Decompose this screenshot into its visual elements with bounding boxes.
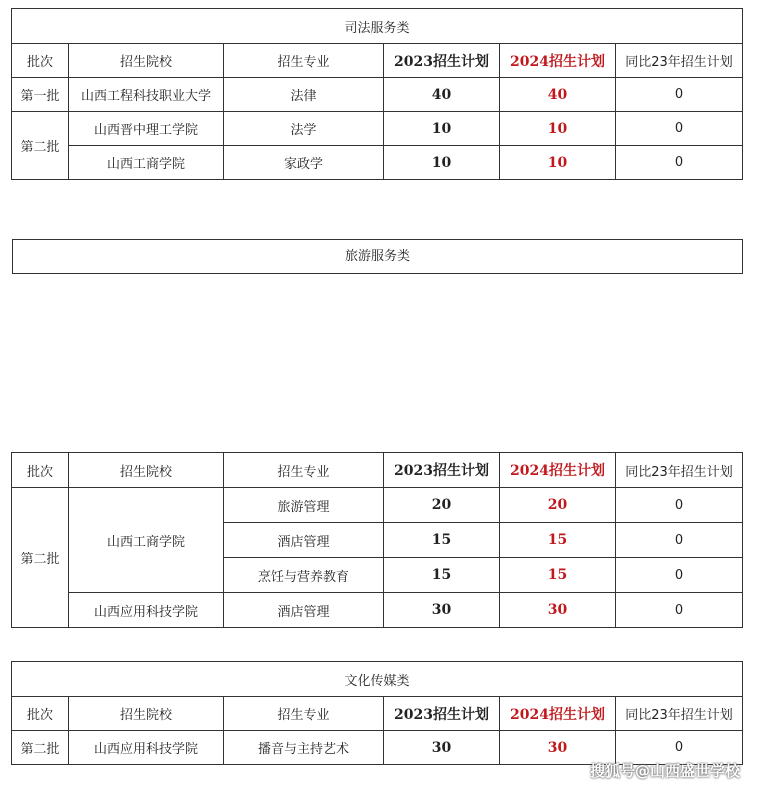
school-cell: 山西应用科技学院 [69, 731, 224, 765]
plan-2024-cell: 40 [500, 78, 616, 112]
header-2023: 2023招生计划 [384, 453, 500, 488]
plan-2024-cell: 20 [500, 488, 616, 523]
plan-2024-cell: 30 [500, 731, 616, 765]
header-major: 招生专业 [224, 697, 384, 731]
plan-2023-cell: 30 [384, 593, 500, 628]
plan-2023-cell: 40 [384, 78, 500, 112]
batch-cell: 第二批 [12, 488, 69, 628]
plan-2024-cell: 10 [500, 112, 616, 146]
major-cell: 法律 [224, 78, 384, 112]
major-cell: 旅游管理 [224, 488, 384, 523]
plan-2024-cell: 15 [500, 523, 616, 558]
school-cell: 山西工程科技职业大学 [69, 78, 224, 112]
batch-cell: 第一批 [12, 78, 69, 112]
major-cell: 法学 [224, 112, 384, 146]
watermark-text: 搜狐号@山西盛世学校 [590, 762, 741, 780]
header-row [12, 453, 743, 488]
table-row [12, 146, 743, 180]
sifa-table [11, 8, 743, 180]
header-school: 招生院校 [69, 453, 224, 488]
header-2024: 2024招生计划 [500, 44, 616, 78]
header-diff: 同比23年招生计划 [616, 697, 743, 731]
header-school: 招生院校 [69, 44, 224, 78]
header-2024: 2024招生计划 [500, 453, 616, 488]
plan-2024-cell: 15 [500, 558, 616, 593]
plan-2023-cell: 20 [384, 488, 500, 523]
diff-cell: 0 [616, 523, 743, 558]
table-row [12, 78, 743, 112]
major-cell: 播音与主持艺术 [224, 731, 384, 765]
header-2023: 2023招生计划 [384, 44, 500, 78]
header-batch: 批次 [12, 453, 69, 488]
diff-cell: 0 [616, 112, 743, 146]
diff-cell: 0 [616, 558, 743, 593]
major-cell: 烹饪与营养教育 [224, 558, 384, 593]
header-major: 招生专业 [224, 453, 384, 488]
lvyou-table [11, 452, 743, 628]
major-cell: 家政学 [224, 146, 384, 180]
diff-cell: 0 [616, 488, 743, 523]
header-diff: 同比23年招生计划 [616, 453, 743, 488]
plan-2023-cell: 10 [384, 112, 500, 146]
major-cell: 酒店管理 [224, 593, 384, 628]
school-cell: 山西工商学院 [69, 146, 224, 180]
plan-2023-cell: 15 [384, 558, 500, 593]
header-major: 招生专业 [224, 44, 384, 78]
plan-2024-cell: 30 [500, 593, 616, 628]
school-cell: 山西应用科技学院 [69, 593, 224, 628]
table-row [12, 112, 743, 146]
header-row [12, 697, 743, 731]
header-2024: 2024招生计划 [500, 697, 616, 731]
section-title: 文化传媒类 [12, 662, 743, 697]
plan-2023-cell: 30 [384, 731, 500, 765]
header-school: 招生院校 [69, 697, 224, 731]
school-cell: 山西晋中理工学院 [69, 112, 224, 146]
section-title: 司法服务类 [12, 9, 743, 44]
major-cell: 酒店管理 [224, 523, 384, 558]
header-diff: 同比23年招生计划 [616, 44, 743, 78]
batch-cell: 第二批 [12, 112, 69, 180]
wenhua-table [11, 661, 743, 765]
header-row [12, 44, 743, 78]
header-batch: 批次 [12, 44, 69, 78]
section-title: 旅游服务类 [12, 239, 743, 274]
header-batch: 批次 [12, 697, 69, 731]
plan-2024-cell: 10 [500, 146, 616, 180]
table-row [12, 593, 743, 628]
diff-cell: 0 [616, 78, 743, 112]
plan-2023-cell: 15 [384, 523, 500, 558]
diff-cell: 0 [616, 731, 743, 765]
table-row [12, 488, 743, 523]
batch-cell: 第二批 [12, 731, 69, 765]
school-cell: 山西工商学院 [69, 488, 224, 593]
diff-cell: 0 [616, 146, 743, 180]
header-2023: 2023招生计划 [384, 697, 500, 731]
diff-cell: 0 [616, 593, 743, 628]
plan-2023-cell: 10 [384, 146, 500, 180]
